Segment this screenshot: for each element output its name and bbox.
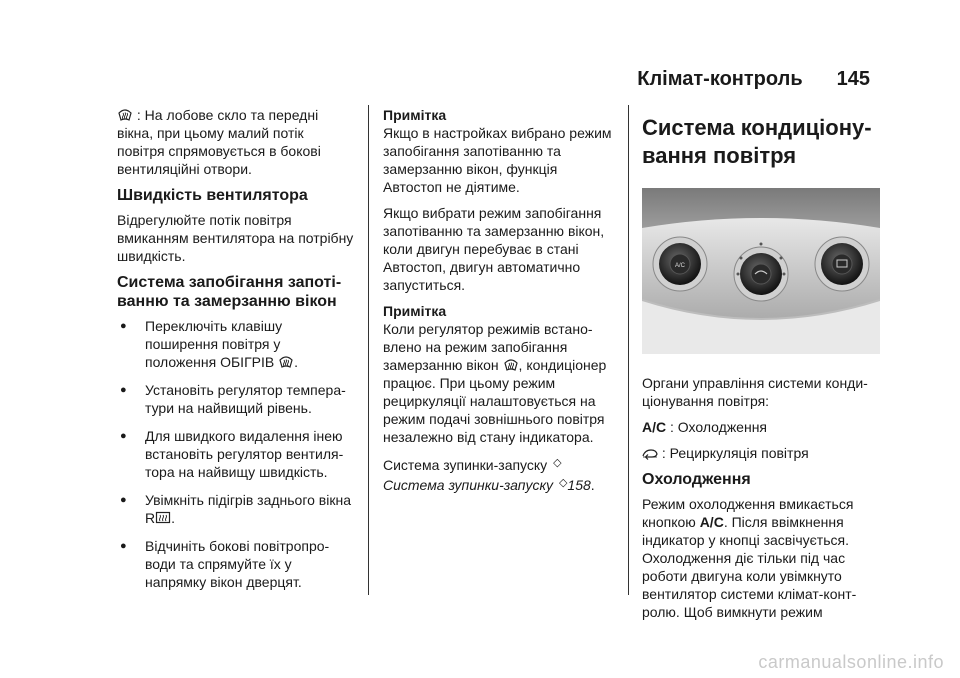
list-item-suffix: . (171, 510, 176, 526)
list-item-text: Установіть регулятор температури на найвищий рівень. (145, 382, 346, 416)
ac-label: A/C (642, 419, 667, 435)
fan-knob (734, 247, 788, 301)
recirculation-description: : Рециркуляція повітря (658, 445, 809, 461)
ac-button-label: A/C (674, 263, 686, 269)
list-item-text: Для швидкого видалення інею встановіть регулятор вентилятора на найвищу швидкість. (145, 428, 344, 480)
page-header (0, 68, 870, 91)
mode-knob (815, 237, 869, 291)
defrost-intro-text: : На лобове скло та передні вікна, при цьому малий потік повітря спрямовується в бокові вентиляційні отвори. (117, 107, 321, 177)
list-item-suffix: . (294, 354, 298, 370)
list-item-text: Переключіть клавішу поширення повітря у положення ОБІГРІВ (145, 318, 283, 370)
bullet: ● (120, 430, 127, 442)
note-paragraph (383, 320, 617, 446)
bullet: ● (120, 540, 127, 552)
list-item (117, 427, 355, 481)
list-item (117, 381, 355, 417)
cooling-text-part: Режим охолодження вмикається кнопкою (642, 496, 854, 530)
chapter-title: Клімат-контроль (637, 68, 803, 90)
note-title: Примітка (383, 107, 447, 123)
defrost-windshield-icon (278, 354, 294, 370)
list-item (117, 317, 355, 371)
note-text: , кондиціонер працює. При цьому режим рециркуляції налаштовується на режим подачі зовнішнього повітря незалежно від стану індикатора. (383, 357, 607, 445)
fan-speed-heading: Швидкість вентилятора (117, 187, 308, 204)
cooling-heading: Охолодження (642, 471, 751, 488)
climate-control-photo (642, 188, 880, 354)
reference-link[interactable]: Система зупинки-запуску (383, 477, 554, 493)
defog-steps (117, 317, 355, 591)
fan-speed-text: Відрегулюйте потік повітря вмиканням вентилятора на потрібну швидкість. (117, 212, 354, 264)
defrost-windshield-icon (117, 107, 133, 123)
cooling-text (642, 495, 882, 621)
bullet: ● (120, 320, 127, 332)
defrost-windshield-icon (503, 357, 519, 373)
bullet: ● (120, 384, 127, 396)
note-paragraph: Якщо вибрати режим запобігання запотіванню та замерзанню вікон, коли двигун перебуває в стані Автостоп, двигун автоматично запуститься. (383, 205, 605, 293)
defog-heading: Система запобігання запотіванню та замерзанню вікон (117, 274, 342, 310)
defrost-intro (117, 106, 355, 178)
list-item-text: Увімкніть підігрів заднього вікна R (145, 492, 351, 526)
list-item-text: Відчиніть бокові повітропроводи та спрямуйте їх у напрямку вікон дверцят. (145, 538, 330, 590)
note-paragraph: Якщо в настройках вибрано режим запобігання запотіванню та замерзанню вікон, функція Автостоп не діятиме. (383, 125, 612, 195)
cooling-ac-label: A/C (699, 514, 724, 530)
reference-text: Система зупинки-запуску (383, 457, 552, 473)
reference-arrow-icon: ◇ (553, 457, 562, 469)
photo-caption: Органи управління системи кондиціонування повітря: (642, 375, 868, 409)
recirculation-icon (642, 445, 658, 461)
reference-page[interactable]: 158 (567, 477, 591, 493)
note-title: Примітка (383, 303, 447, 319)
column-divider-right (628, 105, 629, 595)
section-heading: Система кондиціонування повітря (642, 115, 872, 168)
rear-defrost-icon (155, 510, 171, 526)
column-2 (383, 106, 617, 502)
note-text: Коли регулятор режимів встановлено на режим запобігання замерзанню вікон (383, 321, 593, 373)
list-item (117, 491, 355, 527)
ac-legend (642, 418, 882, 436)
bullet: ● (120, 494, 127, 506)
cooling-text-part: . Після ввімкнення індикатор у кнопці засвічується. Охолодження діє тільки під час роботи двигуна коли увімкнуто вентилятор системи клімат-контролю. Щоб вимкнути режим (642, 514, 857, 620)
column-3 (642, 106, 882, 629)
ac-description: : Охолодження (666, 419, 768, 435)
watermark: carmanualsonline.info (758, 652, 944, 672)
page-number: 145 (836, 68, 870, 90)
cross-reference: Система зупинки-запуску ◇ Система зупинки-запуску ◇158. (383, 454, 617, 494)
column-1 (117, 106, 355, 601)
list-item (117, 537, 355, 591)
reference-arrow-icon: ◇ (558, 477, 568, 489)
column-divider-left (368, 105, 369, 595)
recirculation-legend (642, 444, 882, 462)
